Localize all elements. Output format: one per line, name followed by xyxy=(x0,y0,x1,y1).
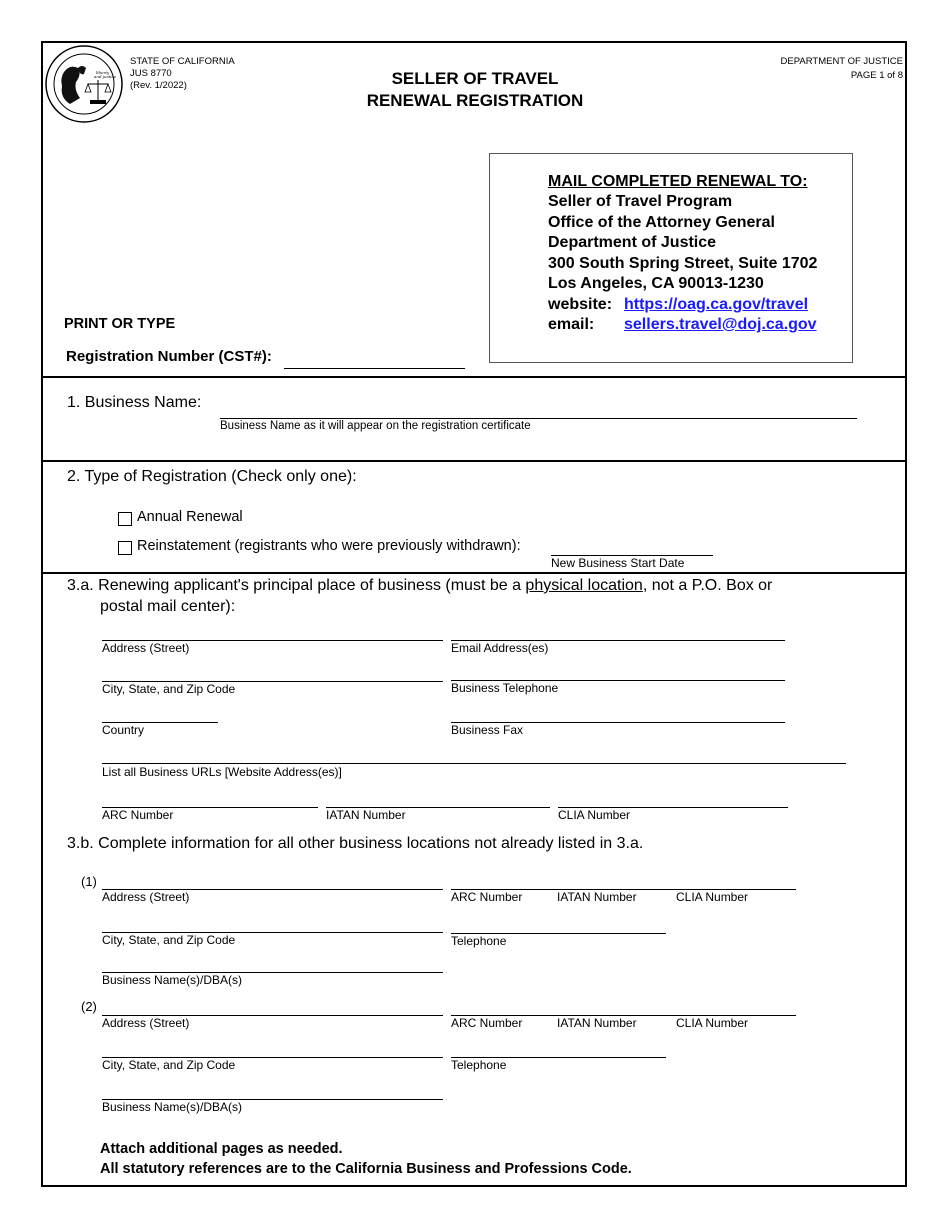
location1-arc-caption: ARC Number xyxy=(451,890,523,904)
svg-text:liberty: liberty xyxy=(96,70,110,75)
physical-location-text: physical location xyxy=(525,577,643,594)
department-label: DEPARTMENT OF JUSTICE xyxy=(780,56,903,67)
location-index: (1) xyxy=(81,874,97,889)
mail-heading: MAIL COMPLETED RENEWAL TO: xyxy=(548,173,808,190)
location-index: (2) xyxy=(81,999,97,1014)
website-label: website: xyxy=(548,296,613,313)
clia-number-caption: CLIA Number xyxy=(558,808,631,822)
mail-line5: Los Angeles, CA 90013-1230 xyxy=(548,275,764,292)
print-or-type-label: PRINT OR TYPE xyxy=(64,316,176,332)
principal-place-text-post: , not a P.O. Box or xyxy=(642,577,773,594)
start-date-caption: New Business Start Date xyxy=(551,556,685,570)
footer-statutory-note: All statutory references are to the California Business and Professions Code. xyxy=(100,1161,632,1177)
mail-line2: Office of the Attorney General xyxy=(548,214,775,231)
state-label: STATE OF CALIFORNIA xyxy=(130,56,235,67)
business-urls-field[interactable] xyxy=(102,763,846,764)
location1-city-caption: City, State, and Zip Code xyxy=(102,933,236,947)
email-label: email: xyxy=(548,316,595,333)
location1-clia-caption: CLIA Number xyxy=(676,890,749,904)
mail-line4: 300 South Spring Street, Suite 1702 xyxy=(548,255,818,272)
location1-iatan-caption: IATAN Number xyxy=(557,890,637,904)
registration-type-label: 2. Type of Registration (Check only one): xyxy=(67,468,357,485)
email-addresses-caption: Email Address(es) xyxy=(451,641,549,655)
principal-place-label-line2: postal mail center): xyxy=(100,598,236,615)
location2-address-caption: Address (Street) xyxy=(102,1016,190,1030)
business-fax-caption: Business Fax xyxy=(451,723,524,737)
city-state-zip-caption: City, State, and Zip Code xyxy=(102,682,236,696)
mail-line1: Seller of Travel Program xyxy=(548,193,733,210)
location2-city-caption: City, State, and Zip Code xyxy=(102,1058,236,1072)
reinstatement-checkbox[interactable] xyxy=(118,541,132,555)
iatan-number-caption: IATAN Number xyxy=(326,808,406,822)
location2-clia-caption: CLIA Number xyxy=(676,1016,749,1030)
address-street-caption: Address (Street) xyxy=(102,641,190,655)
location2-telephone-caption: Telephone xyxy=(451,1058,507,1072)
business-name-caption: Business Name as it will appear on the registration certificate xyxy=(220,420,531,432)
form-title-line1: SELLER OF TRAVEL xyxy=(391,69,559,88)
section-divider xyxy=(41,460,907,462)
registration-number-field[interactable] xyxy=(284,368,465,369)
business-telephone-caption: Business Telephone xyxy=(451,681,559,695)
registration-number-label: Registration Number (CST#): xyxy=(66,348,272,365)
location1-address-caption: Address (Street) xyxy=(102,890,190,904)
svg-text:and justice: and justice xyxy=(94,74,117,79)
email-link[interactable] xyxy=(624,315,817,336)
principal-place-text-pre: 3.a. Renewing applicant's principal place of business (must be a xyxy=(67,577,526,594)
footer-attach-note: Attach additional pages as needed. xyxy=(100,1141,343,1157)
annual-renewal-checkbox[interactable] xyxy=(118,512,132,526)
website-link[interactable] xyxy=(624,295,808,316)
form-title-line2: RENEWAL REGISTRATION xyxy=(366,91,584,110)
state-seal-icon xyxy=(44,44,124,124)
reinstatement-label: Reinstatement (registrants who were previously withdrawn): xyxy=(137,538,521,554)
location2-arc-caption: ARC Number xyxy=(451,1016,523,1030)
location1-dba-caption: Business Name(s)/DBA(s) xyxy=(102,973,243,987)
business-name-label: 1. Business Name: xyxy=(67,394,202,411)
form-number: JUS 8770 xyxy=(130,68,172,79)
country-caption: Country xyxy=(102,723,145,737)
section-divider xyxy=(41,572,907,574)
website-link-text[interactable]: https://oag.ca.gov/travel xyxy=(624,296,809,313)
location1-telephone-caption: Telephone xyxy=(451,934,507,948)
email-link-text[interactable]: sellers.travel@doj.ca.gov xyxy=(624,316,817,333)
section-divider xyxy=(41,376,907,378)
arc-number-caption: ARC Number xyxy=(102,808,174,822)
location2-dba-caption: Business Name(s)/DBA(s) xyxy=(102,1100,243,1114)
page-number: PAGE 1 of 8 xyxy=(850,70,903,81)
principal-place-label xyxy=(67,575,772,596)
business-urls-caption: List all Business URLs [Website Address(es)] xyxy=(102,765,342,779)
mail-line3: Department of Justice xyxy=(548,234,717,251)
other-locations-label: 3.b. Complete information for all other business locations not already listed in 3.a. xyxy=(67,835,644,852)
location2-iatan-caption: IATAN Number xyxy=(557,1016,637,1030)
form-revision: (Rev. 1/2022) xyxy=(130,80,187,91)
annual-renewal-label: Annual Renewal xyxy=(137,509,243,525)
